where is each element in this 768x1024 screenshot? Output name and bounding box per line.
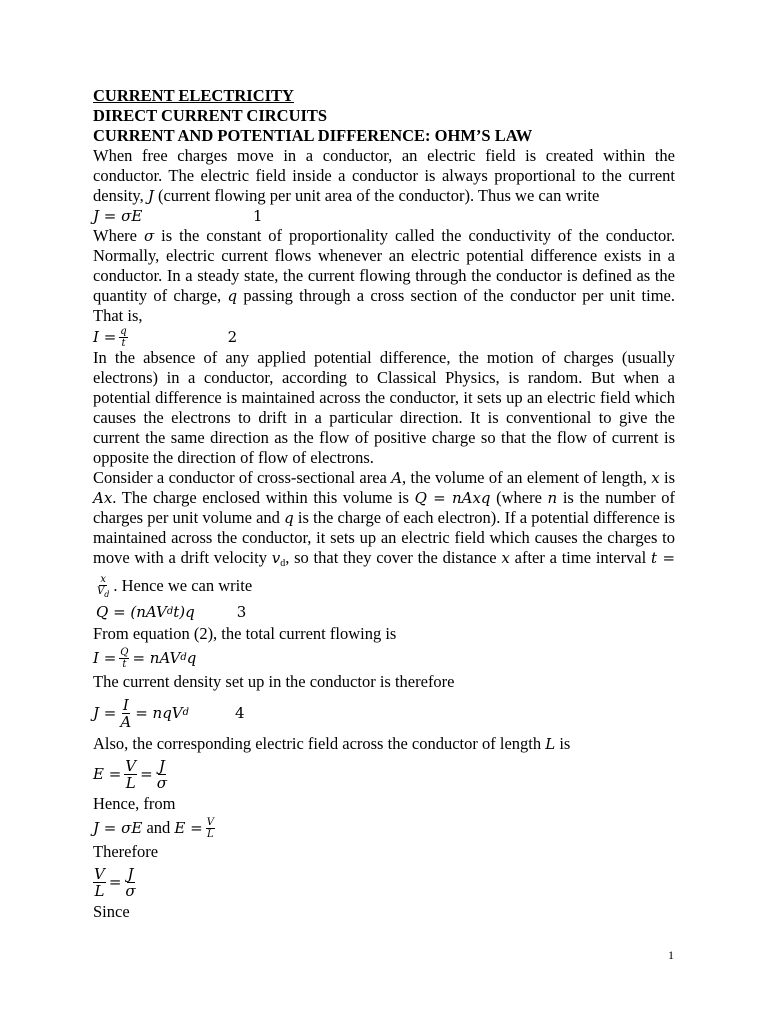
equation-v-over-l: $\frac{V}{L}$ = $\frac{J}{\sigma}$ <box>94 864 136 900</box>
heading-current-electricity: CURRENT ELECTRICITY <box>93 86 294 105</box>
page-number: 1 <box>668 948 674 962</box>
line-from-equation-2: From equation (2), the total current flowing is <box>93 624 397 643</box>
equation-2: I = $\frac{q}{t}$ 2 <box>93 325 238 349</box>
line-since: Since <box>93 902 130 921</box>
line-hence: Hence, from <box>93 794 176 813</box>
equation-electric-field: E = $\frac{V}{L}$ = $\frac{J}{\sigma}$ <box>93 756 167 792</box>
document-page <box>93 86 675 922</box>
paragraph-1: When free charges move in a conductor, an electric field is created within the conductor. The electric field inside a conductor is always proportional to the current density, J (current flowing per unit area of the conductor). Thus we can write <box>93 146 675 205</box>
paragraph-4: Consider a conductor of cross-sectional area A, the volume of an element of length, x is Ax. The charge enclosed within this volume is Q = nAxq (where n is the number of charges per unit volume and q is the charge of each electron). If a potential difference is maintained across the conductor, it sets up an electric field which causes the charges to move with a drift velocity $v_d$, so that they cover the distance x after a time interval t = $\frac{x}{V_d}$ . Hence we can write <box>93 468 676 599</box>
equation-4: J = $\frac{I}{A}$ = nqV d 4 <box>93 695 245 731</box>
line-current-density: The current density set up in the conductor is therefore <box>93 672 455 691</box>
paragraph-2: Where σ is the constant of proportionality called the conductivity of the conductor. Normally, electric current flows whenever an electric potential difference exists in a conductor. In a steady state, the current flowing through the conductor is defined as the quantity of charge, q passing through a cross section of the conductor per unit time. That is, <box>93 226 675 325</box>
paragraph-3: In the absence of any applied potential difference, the motion of charges (usually electrons) in a conductor, according to Classical Physics, is random. But when a potential difference is maintained across the conductor, it sets up an electric field which causes the electrons to drift in a particular direction. It is conventional to give the current the same direction as the flow of positive charge so that the flow of current is opposite the direction of flow of electrons. <box>93 348 675 467</box>
equation-hence: J = σE and E = $\frac{V}{L}$ <box>93 816 214 840</box>
line-therefore: Therefore <box>93 842 159 861</box>
equation-current: I = $\frac{Q}{t}$ = nAV d q <box>93 646 197 670</box>
heading-ohms-law: CURRENT AND POTENTIAL DIFFERENCE: OHM’S LAW <box>93 126 533 145</box>
line-electric-field-intro: Also, the corresponding electric field across the conductor of length L is <box>93 734 571 753</box>
equation-3: Q = (nAV d t)q 3 <box>96 603 247 621</box>
equation-1: J = σE 1 <box>93 207 263 225</box>
heading-direct-current-circuits: DIRECT CURRENT CIRCUITS <box>93 106 328 125</box>
